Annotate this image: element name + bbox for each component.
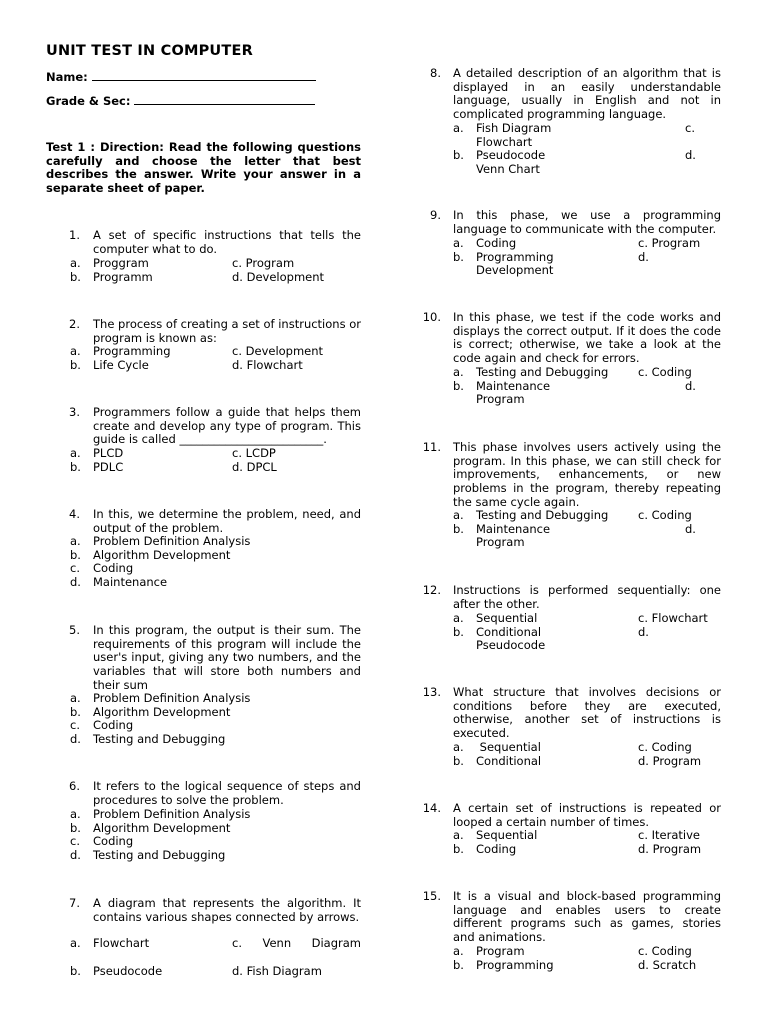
option-d: Testing and Debugging (93, 848, 226, 863)
question-number: 13. (422, 685, 441, 699)
option-letter: a. (453, 365, 464, 379)
option-d: d. Program (638, 753, 702, 768)
question-number: 3. (69, 405, 80, 419)
option-letter: b. (453, 841, 464, 856)
option-c: c. Iterative (638, 828, 700, 842)
option-b: Pseudocode (93, 964, 163, 978)
question-text: It refers to the logical sequence of steps and procedures to solve the problem. (93, 779, 361, 807)
option-a: Sequential (476, 611, 538, 625)
option-letter: b. (453, 521, 464, 536)
option-letter: b. (70, 820, 81, 835)
option-letter: b. (70, 964, 81, 978)
option-letter: a. (453, 121, 464, 135)
page-title: UNIT TEST IN COMPUTER (46, 43, 253, 59)
option-letter: c. (70, 561, 80, 576)
option-a: Sequential (476, 828, 538, 842)
option-a: Program (476, 944, 525, 958)
question-text: A certain set of instructions is repeated or looped a certain number of times. (453, 801, 721, 829)
option-c: Coding (93, 834, 134, 849)
option-b: Algorithm Development (93, 547, 231, 562)
option-letter: d. (70, 732, 81, 747)
option-a: Flowchart (93, 936, 150, 950)
question-text: In this phase, we test if the code works and displays the correct output. If it does the code is correct; otherwise, we take a look at the code again and check for errors. (453, 310, 721, 366)
option-b: Pseudocode (476, 148, 546, 163)
option-d: d. Fish Diagram (232, 964, 322, 978)
question-number: 10. (422, 310, 441, 324)
question-number: 12. (422, 583, 441, 597)
option-a: Problem Definition Analysis (93, 691, 251, 705)
option-letter: b. (453, 249, 464, 264)
option-a: Problem Definition Analysis (93, 534, 251, 548)
option-d: Program (476, 392, 525, 407)
test-directions: Test 1 : Direction: Read the following questions carefully and choose the letter that best describes the answer. Write your answer in a separate sheet of paper. (46, 140, 361, 196)
option-c: Coding (93, 718, 134, 733)
question-number: 5. (69, 623, 80, 637)
option-c: c. Venn Diagram (232, 936, 361, 950)
option-letter: a. (453, 828, 464, 842)
option-d: d. DPCL (232, 459, 277, 474)
option-b: Programm (93, 269, 153, 284)
option-letter: a. (70, 534, 81, 548)
option-letter: a. (70, 807, 81, 821)
option-d: d. Program (638, 841, 702, 856)
option-c: c. Coding (638, 508, 692, 522)
option-d: d. Scratch (638, 957, 697, 972)
option-letter: a. (453, 236, 464, 250)
option-letter: a. (70, 256, 81, 270)
option-a: Coding (476, 236, 517, 250)
option-c: c. Coding (638, 365, 692, 379)
option-c: c. Program (638, 236, 701, 250)
option-letter: b. (453, 624, 464, 639)
question-text: A diagram that represents the algorithm. It contains various shapes connected by arrows. (93, 896, 361, 924)
question-text: A set of specific instructions that tells the computer what to do. (93, 228, 361, 256)
option-d: Testing and Debugging (93, 732, 226, 747)
name-field (46, 70, 316, 84)
option-a: Programming (93, 344, 171, 358)
option-c: Coding (93, 561, 134, 576)
option-c: c. Development (232, 344, 324, 358)
question-number: 2. (69, 317, 80, 331)
option-letter: b. (70, 357, 81, 372)
option-b: Programming (476, 957, 554, 972)
name-label: Name: (46, 70, 88, 84)
option-d-letter: d. (685, 521, 696, 536)
option-b: Coding (476, 841, 517, 856)
option-b: Conditional (476, 753, 542, 768)
question-text: In this program, the output is their sum. The requirements of this program will include the user's input, giving any two numbers, and the variables that will store both numbers and their sum (93, 623, 361, 692)
question-text: A detailed description of an algorithm that is displayed in an easily understandable language, usually in English and not in complicated programming language. (453, 66, 721, 122)
question-text: Instructions is performed sequentially: one after the other. (453, 583, 721, 611)
option-letter: b. (70, 547, 81, 562)
option-letter: a. (70, 936, 81, 950)
question-text: This phase involves users actively using the program. In this phase, we can still check for improvements, enhancements, or new problems in the program, thereby repeating the same cycle again. (453, 440, 721, 509)
option-letter: a. (70, 446, 81, 460)
grade-label: Grade & Sec: (46, 94, 131, 108)
option-letter: a. (453, 944, 464, 958)
question-number: 1. (69, 228, 80, 242)
option-c: c. Coding (638, 944, 692, 958)
option-d: Venn Chart (476, 162, 540, 177)
question-number: 4. (69, 507, 80, 521)
option-c: Flowchart (476, 134, 533, 149)
option-letter: a. (70, 344, 81, 358)
option-c-letter: c. (685, 121, 695, 135)
option-letter: a. (453, 740, 464, 754)
question-number: 8. (430, 66, 441, 80)
option-c: c. Coding (638, 740, 692, 754)
option-a: Fish Diagram (476, 121, 552, 135)
question-number: 15. (422, 889, 441, 903)
option-letter: d. (70, 848, 81, 863)
option-letter: c. (70, 718, 80, 733)
question-text: In this, we determine the problem, need, and output of the problem. (93, 507, 361, 535)
option-letter: c. (70, 834, 80, 849)
option-a: PLCD (93, 446, 124, 460)
option-letter: b. (70, 704, 81, 719)
question-text: In this phase, we use a programming language to communicate with the computer. (453, 208, 721, 236)
option-a: Sequential (476, 740, 541, 754)
option-letter: d. (70, 575, 81, 590)
option-b: Conditional (476, 624, 542, 639)
option-letter: a. (453, 611, 464, 625)
option-d-letter: d. (638, 624, 649, 639)
option-c: c. Flowchart (638, 611, 708, 625)
option-d: d. Development (232, 269, 325, 284)
option-a: Testing and Debugging (476, 508, 609, 522)
question-text: Programmers follow a guide that helps them create and develop any type of program. This guide is called _________________________. (93, 405, 361, 447)
question-number: 7. (69, 896, 80, 910)
option-d: Maintenance (93, 575, 168, 590)
grade-field (46, 94, 315, 108)
option-d-letter: d. (685, 148, 696, 163)
option-d: Development (476, 263, 554, 278)
option-b: Algorithm Development (93, 704, 231, 719)
option-a: Problem Definition Analysis (93, 807, 251, 821)
option-d: Pseudocode (476, 638, 546, 653)
option-letter: b. (453, 148, 464, 163)
option-b: Programming (476, 249, 554, 264)
question-text: The process of creating a set of instructions or program is known as: (93, 317, 361, 345)
option-a: Testing and Debugging (476, 365, 609, 379)
option-letter: b. (70, 269, 81, 284)
option-b: Maintenance (476, 521, 551, 536)
option-d: d. Flowchart (232, 357, 303, 372)
question-text: It is a visual and block-based programming language and enables users to create different programs such as games, stories and animations. (453, 889, 721, 945)
option-letter: a. (70, 691, 81, 705)
option-letter: b. (453, 378, 464, 393)
option-letter: b. (453, 753, 464, 768)
name-blank-line (92, 70, 316, 81)
option-b: PDLC (93, 459, 124, 474)
option-c: c. Program (232, 256, 295, 270)
grade-blank-line (134, 94, 315, 105)
option-a: Proggram (93, 256, 149, 270)
option-b: Life Cycle (93, 357, 149, 372)
option-d: Program (476, 535, 525, 550)
option-letter: a. (453, 508, 464, 522)
option-b: Algorithm Development (93, 820, 231, 835)
question-number: 14. (422, 801, 441, 815)
question-number: 6. (69, 779, 80, 793)
option-d-letter: d. (685, 378, 696, 393)
question-number: 9. (430, 208, 441, 222)
option-letter: b. (453, 957, 464, 972)
question-number: 11. (422, 440, 441, 454)
question-text: What structure that involves decisions or conditions before they are executed, otherwise, another set of instructions is executed. (453, 685, 721, 741)
option-b: Maintenance (476, 378, 551, 393)
option-d-letter: d. (638, 249, 649, 264)
option-letter: b. (70, 459, 81, 474)
option-c: c. LCDP (232, 446, 276, 460)
